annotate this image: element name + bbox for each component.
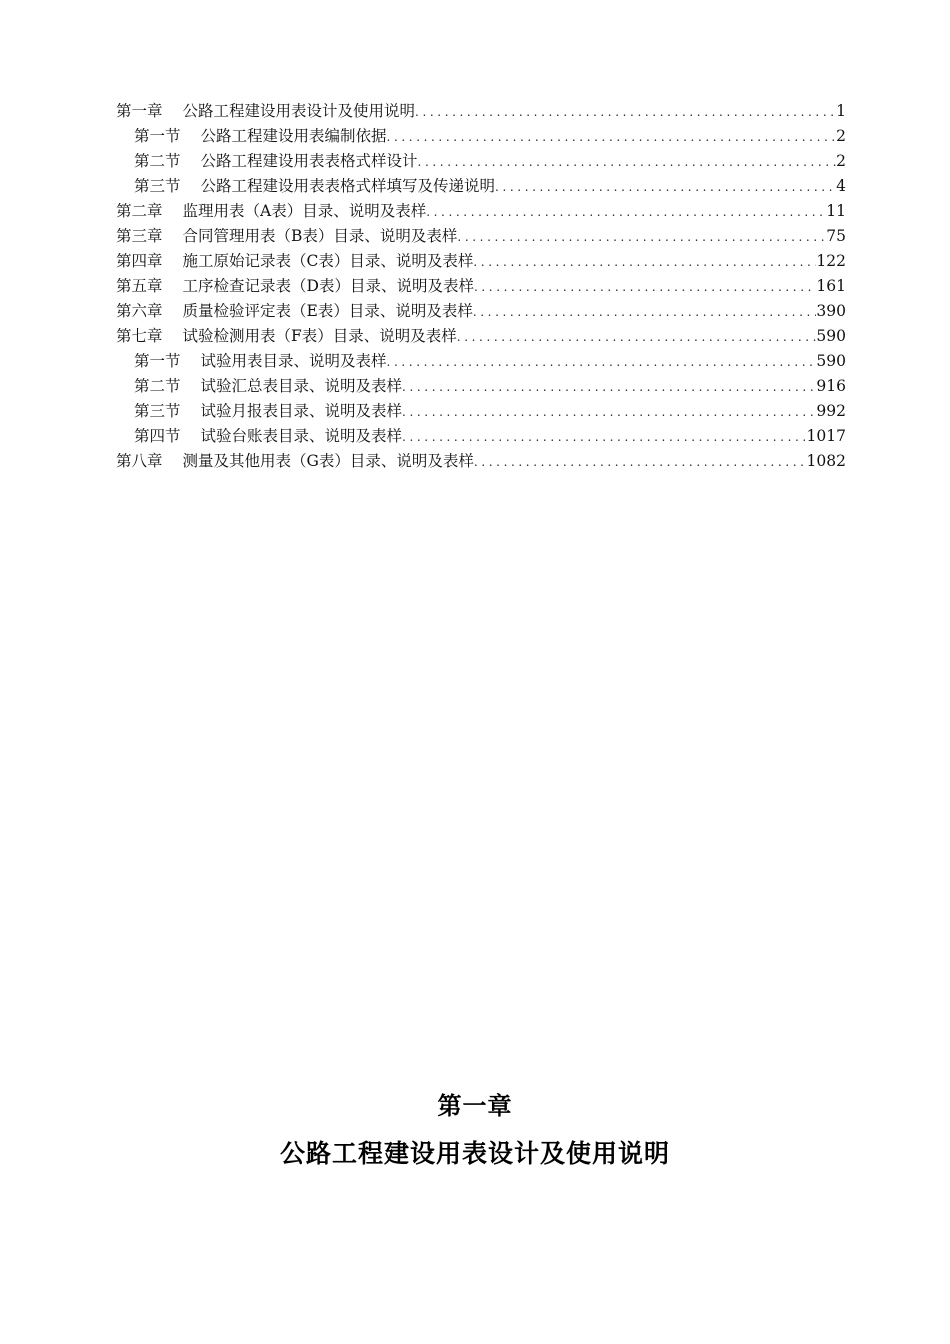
toc-entry-page: 1017	[806, 427, 846, 445]
chapter-number-heading: 第一章	[437, 1092, 513, 1120]
toc-entry-page: 4	[836, 177, 846, 195]
toc-entry-title: 公路工程建设用表表格式样设计	[200, 152, 418, 170]
toc-entry-title: 公路工程建设用表表格式样填写及传递说明	[200, 177, 496, 195]
toc-dot-leader	[474, 275, 816, 300]
toc-entry-label: 第三节	[134, 402, 181, 420]
toc-entry-title: 试验台账表目录、说明及表样	[200, 427, 403, 445]
toc-entry-page: 992	[816, 402, 846, 420]
toc-entry-title: 施工原始记录表（C表）目录、说明及表样	[182, 252, 474, 270]
toc-dot-leader	[473, 300, 817, 325]
toc-entry-label: 第八章	[116, 452, 163, 470]
toc-entry-label: 第一章	[116, 102, 163, 120]
toc-entry-label: 第二章	[116, 202, 163, 220]
toc-entry-chapter-8[interactable]	[116, 449, 846, 474]
toc-entry-title: 公路工程建设用表编制依据	[200, 127, 387, 145]
toc-entry-label: 第三节	[134, 177, 181, 195]
chapter-title-heading: 公路工程建设用表设计及使用说明	[279, 1139, 670, 1168]
toc-entry-chapter-7-section-4[interactable]	[116, 424, 846, 449]
toc-dot-leader	[402, 425, 807, 450]
toc-entry-title: 测量及其他用表（G表）目录、说明及表样	[182, 452, 474, 470]
toc-entry-page: 390	[816, 302, 846, 320]
toc-entry-page: 11	[826, 202, 846, 220]
toc-entry-chapter-1-section-1[interactable]	[116, 124, 846, 149]
table-of-contents	[116, 99, 846, 474]
toc-entry-label: 第四节	[134, 427, 181, 445]
toc-entry-page: 590	[816, 327, 846, 345]
toc-entry-chapter-2[interactable]	[116, 199, 846, 224]
toc-dot-leader	[457, 325, 817, 350]
toc-entry-label: 第一节	[134, 352, 181, 370]
toc-entry-label: 第三章	[116, 227, 163, 245]
toc-entry-label: 第四章	[116, 252, 163, 270]
toc-dot-leader	[402, 400, 816, 425]
toc-entry-title: 合同管理用表（B表）目录、说明及表样	[182, 227, 458, 245]
toc-entry-title: 工序检查记录表（D表）目录、说明及表样	[182, 277, 474, 295]
toc-dot-leader	[473, 250, 816, 275]
toc-entry-title: 公路工程建设用表设计及使用说明	[182, 102, 416, 120]
toc-entry-title: 试验汇总表目录、说明及表样	[200, 377, 403, 395]
toc-dot-leader	[418, 150, 837, 175]
toc-entry-chapter-7-section-1[interactable]	[116, 349, 846, 374]
toc-dot-leader	[474, 450, 807, 475]
toc-entry-chapter-5[interactable]	[116, 274, 846, 299]
toc-dot-leader	[387, 125, 837, 150]
toc-entry-chapter-3[interactable]	[116, 224, 846, 249]
toc-entry-chapter-4[interactable]	[116, 249, 846, 274]
toc-entry-page: 2	[836, 127, 846, 145]
toc-entry-title: 试验月报表目录、说明及表样	[200, 402, 403, 420]
toc-entry-title: 试验检测用表（F表）目录、说明及表样	[182, 327, 457, 345]
toc-entry-page: 1	[836, 102, 846, 120]
toc-dot-leader	[495, 175, 836, 200]
toc-dot-leader	[457, 225, 826, 250]
toc-dot-leader	[426, 200, 826, 225]
toc-entry-page: 590	[816, 352, 846, 370]
toc-entry-label: 第二节	[134, 377, 181, 395]
toc-entry-page: 2	[836, 152, 846, 170]
toc-entry-label: 第五章	[116, 277, 163, 295]
toc-entry-title: 监理用表（A表）目录、说明及表样	[182, 202, 427, 220]
toc-entry-chapter-7-section-3[interactable]	[116, 399, 846, 424]
toc-dot-leader	[415, 100, 836, 125]
toc-entry-page: 161	[816, 277, 846, 295]
toc-entry-title: 试验用表目录、说明及表样	[200, 352, 387, 370]
toc-entry-label: 第二节	[134, 152, 181, 170]
toc-entry-chapter-7[interactable]	[116, 324, 846, 349]
toc-entry-chapter-7-section-2[interactable]	[116, 374, 846, 399]
toc-entry-chapter-6[interactable]	[116, 299, 846, 324]
toc-entry-chapter-1-section-2[interactable]	[116, 149, 846, 174]
toc-entry-chapter-1-section-3[interactable]	[116, 174, 846, 199]
toc-entry-label: 第七章	[116, 327, 163, 345]
toc-entry-page: 1082	[806, 452, 846, 470]
toc-dot-leader	[402, 375, 816, 400]
toc-entry-page: 122	[816, 252, 846, 270]
toc-entry-page: 916	[816, 377, 846, 395]
toc-entry-label: 第六章	[116, 302, 163, 320]
toc-entry-title: 质量检验评定表（E表）目录、说明及表样	[182, 302, 473, 320]
toc-entry-page: 75	[826, 227, 846, 245]
toc-dot-leader	[387, 350, 817, 375]
toc-entry-label: 第一节	[134, 127, 181, 145]
toc-entry-chapter-1[interactable]	[116, 99, 846, 124]
